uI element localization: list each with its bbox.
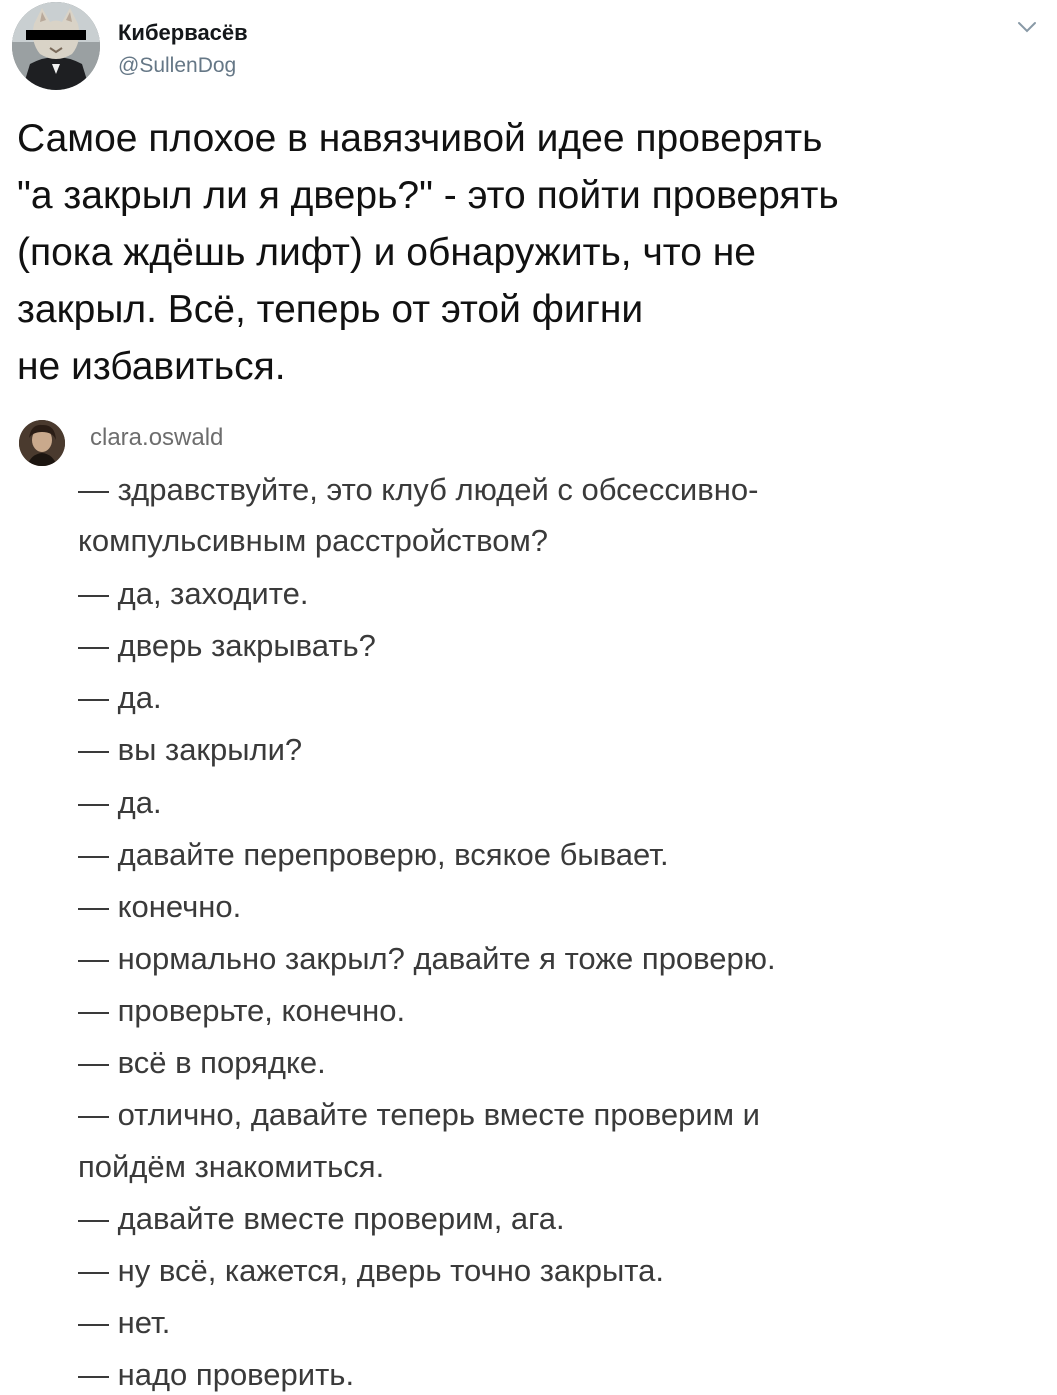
- chevron-down-icon[interactable]: [1017, 20, 1037, 34]
- quoted-line: — да, заходите.: [78, 576, 309, 611]
- quoted-line: компульсивным расстройством?: [78, 523, 549, 558]
- quoted-line: — проверьте, конечно.: [78, 993, 406, 1028]
- quoted-line: — здравствуйте, это клуб людей с обсессивно-: [78, 472, 759, 507]
- quoted-line: — надо проверить.: [78, 1357, 355, 1392]
- quoted-line: — дверь закрывать?: [78, 628, 376, 663]
- quoted-line: — отлично, давайте теперь вместе проверим и: [78, 1097, 760, 1132]
- quoted-line: — ну всё, кажется, дверь точно закрыта.: [78, 1253, 664, 1288]
- quoted-line: — нет.: [78, 1305, 171, 1340]
- avatar-portrait-icon: [19, 420, 65, 466]
- quoted-line: — да.: [78, 680, 162, 715]
- avatar-cat-sunglasses-icon: [12, 2, 100, 90]
- quoted-avatar: [19, 420, 65, 466]
- quoted-line: — конечно.: [78, 889, 242, 924]
- user-name[interactable]: Кибервасёв: [118, 20, 248, 45]
- quoted-user-name: clara.oswald: [90, 424, 224, 451]
- quoted-line: — вы закрыли?: [78, 732, 303, 767]
- tweet-header: [12, 2, 1047, 92]
- quoted-line: — давайте перепроверю, всякое бывает.: [78, 837, 669, 872]
- quoted-line: пойдём знакомиться.: [78, 1149, 385, 1184]
- tweet-text-line: "а закрыл ли я дверь?" - это пойти проверять: [17, 174, 839, 217]
- user-handle[interactable]: @SullenDog: [118, 54, 237, 77]
- tweet-text-line: закрыл. Всё, теперь от этой фигни: [17, 288, 644, 331]
- quoted-line: — всё в порядке.: [78, 1045, 326, 1080]
- tweet-text-line: Самое плохое в навязчивой идее проверять: [17, 117, 823, 160]
- quoted-line: — да.: [78, 785, 162, 820]
- quoted-line: — нормально закрыл? давайте я тоже проверю.: [78, 941, 776, 976]
- quoted-line: — давайте вместе проверим, ага.: [78, 1201, 565, 1236]
- avatar[interactable]: [12, 2, 100, 90]
- tweet-text-line: не избавиться.: [17, 345, 286, 388]
- tweet-text: [17, 110, 1047, 395]
- tweet-text-line: (пока ждёшь лифт) и обнаружить, что не: [17, 231, 756, 274]
